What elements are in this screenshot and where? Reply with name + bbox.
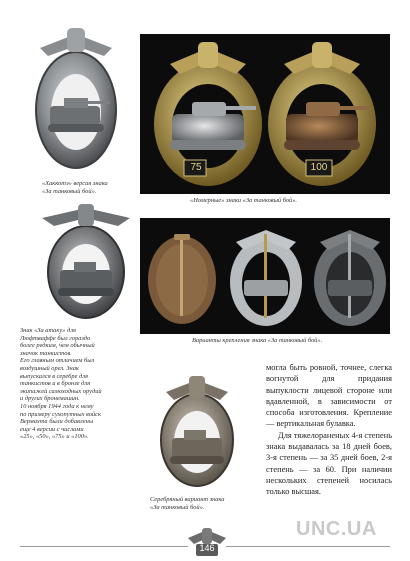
- caption-silver-badge: Серебряный вариант знака «За танковый бой».: [150, 496, 225, 511]
- photo-badge-attachments: [140, 218, 390, 334]
- caption-luftwaffe-badge: Знак «За атаку» для Люфтваффе был гораздо более редким, чем обычный значок танкистов. Его главным отличием был воздушный орел. Знак выпускался в серебре для танкистов и в бронзе для экипажей самоходных орудий и других бронемашин. 10 ноября 1944 года к нему по примеру сухопутных войск Вермахта были добавлены еще 4 версии с числами «25», «50», «75» и «100».: [20, 327, 102, 441]
- body-text-column: [266, 362, 392, 498]
- photo-hakkote-badge: [20, 14, 132, 176]
- caption-numbered-badges: «Номерные» знаки «За танковый бой».: [190, 197, 298, 204]
- photo-silver-badge: [152, 370, 242, 490]
- footer-rule-right: [226, 546, 390, 547]
- badge-number-75: 75: [190, 162, 202, 173]
- photo-numbered-badges: [140, 34, 390, 194]
- caption-badge-attachments: Варианты крепления знака «За танковый бой».: [192, 337, 323, 344]
- badge-number-100: 100: [310, 162, 328, 173]
- watermark-text: UNC.UA: [296, 518, 377, 540]
- caption-hakkote: «Хаккотэ» версия знака «За танковый бой».: [42, 180, 108, 195]
- body-paragraph-1: могла быть ровной, точнее, слегка вогнутой для придания выпуклости лицевой стороне или вдавленной, в зависимости от способа изготовления. Крепление — вертикальная булавка.: [266, 363, 392, 429]
- photo-luftwaffe-badge: [38, 200, 134, 324]
- body-paragraph-2: Для тяжелораненых 4-я степень знака выдавалась за 18 дней боев, 3-я степень — за 35 дней боев, 2-я степень — за 60. При наличии нескольких степеней носилась только высшая.: [266, 430, 393, 497]
- footer-rule-left: [20, 546, 188, 547]
- page-number: 146: [199, 543, 215, 553]
